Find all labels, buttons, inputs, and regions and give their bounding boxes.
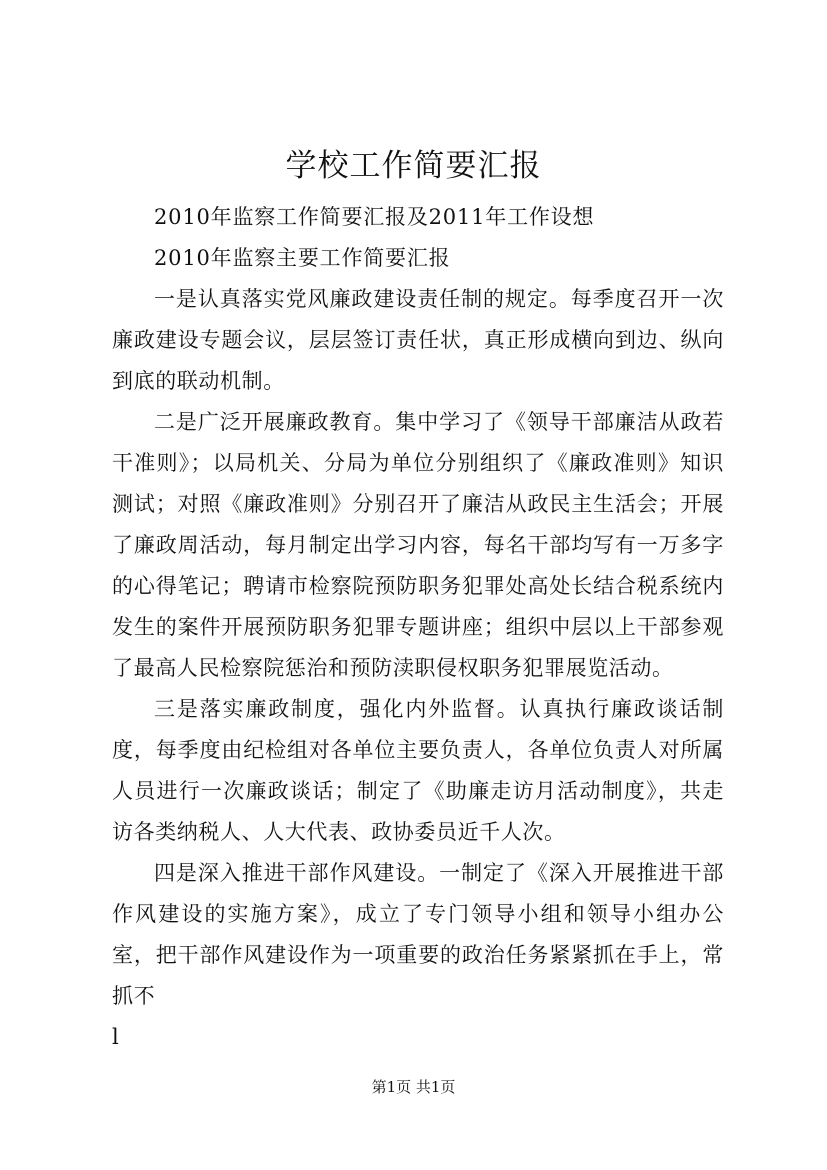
page-footer: 第1页 共1页	[371, 1078, 456, 1096]
body-paragraph-2: 二是广泛开展廉政教育。集中学习了《领导干部廉洁从政若干准则》；以局机关、分局为单位分别组织了《廉政准则》知识测试；对照《廉政准则》分别召开了廉洁从政民主生活会；开展了廉政周活动，每月制定出学习内容，每名干部均写有一万多字的心得笔记；聘请市检察院预防职务犯罪处高处长结合税系统内发生的案件开展预防职务犯罪专题讲座；组织中层以上干部参观了最高人民检察院惩治和预防渎职侵权职务犯罪展览活动。	[112, 410, 724, 680]
document-title: 学校工作简要汇报	[285, 148, 542, 184]
body-paragraph-4: 四是深入推进干部作风建设。一制定了《深入开展推进干部作风建设的实施方案》，成立了专门领导小组和领导小组办公室，把干部作风建设作为一项重要的政治任务紧紧抓在手上，常抓不	[112, 861, 724, 1008]
subtitle-paragraph: 2010年监察工作简要汇报及2011年工作设想	[154, 205, 595, 229]
section-heading-paragraph: 2010年监察主要工作简要汇报	[154, 246, 451, 270]
body-paragraph-1: 一是认真落实党风廉政建设责任制的规定。每季度召开一次廉政建设专题会议，层层签订责任状，真正形成横向到边、纵向到底的联动机制。	[112, 287, 724, 393]
body-paragraph-3: 三是落实廉政制度，强化内外监督。认真执行廉政谈话制度，每季度由纪检组对各单位主要负责人，各单位负责人对所属人员进行一次廉政谈话；制定了《助廉走访月活动制度》，共走访各类纳税人、人大代表、政协委员近千人次。	[112, 697, 724, 844]
trailing-text: l	[112, 1025, 120, 1049]
document-body	[112, 197, 724, 1058]
